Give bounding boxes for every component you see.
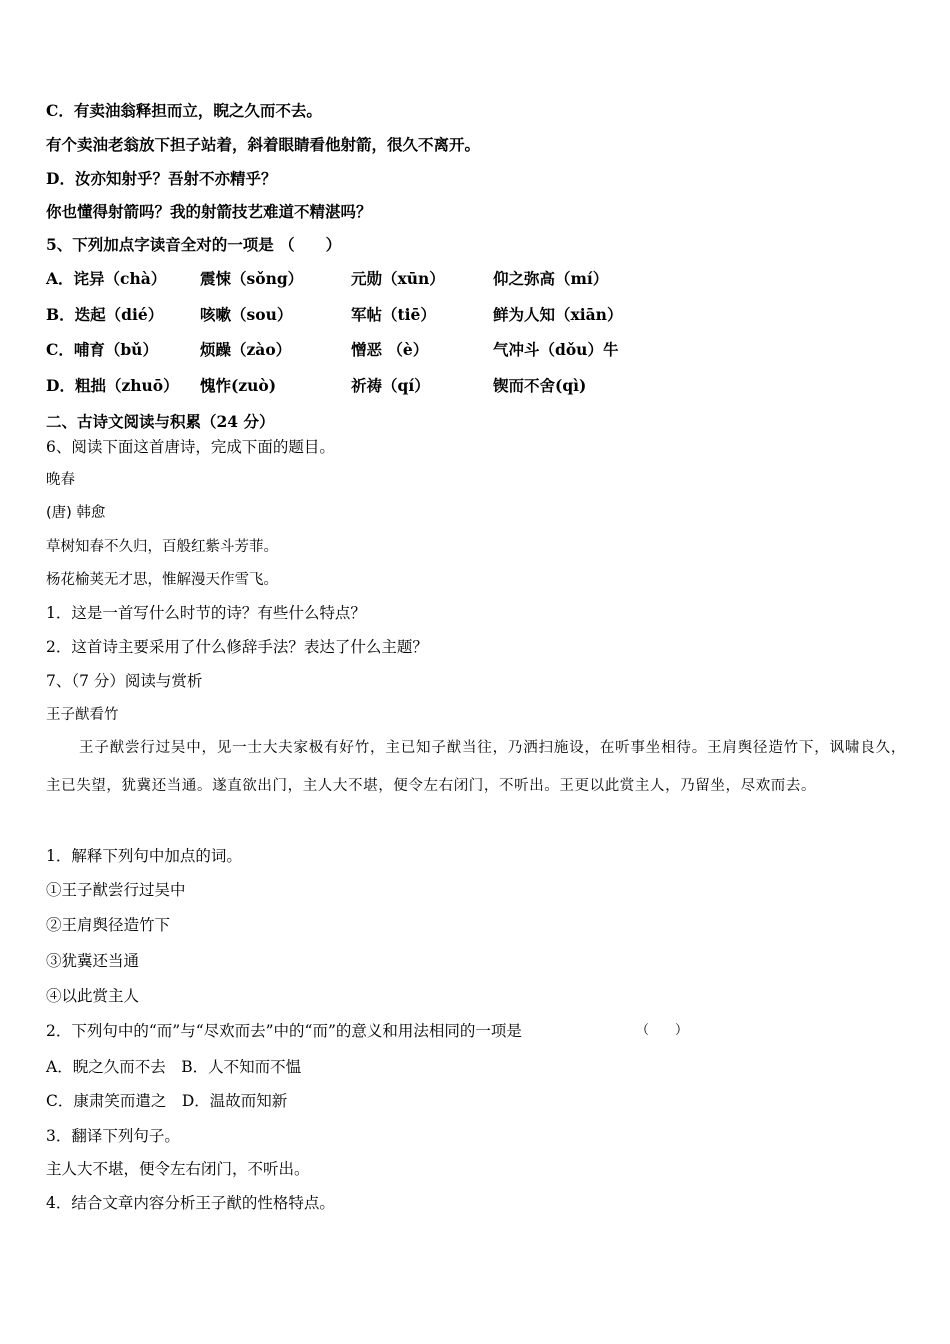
q6-sub-question-1: 1．这是一首写什么时节的诗？有些什么特点？ (46, 604, 366, 622)
q5-c-item-1: C．哺育（bǔ） (46, 340, 158, 359)
q4-option-d-original: D．汝亦知射乎？吾射不亦精乎？ (46, 169, 277, 188)
q7-stem: 7、（7 分）阅读与赏析 (46, 672, 203, 690)
passage-body: 王子猷尝行过吴中，见一士大夫家极有好竹，主已知子猷当往，乃洒扫施设，在听事坐相待。王肩舆径造竹下，讽啸良久，主已失望，犹冀还当通。遂直欲出门，主人大不堪，便令左右闭门，不听出。王更以此赏主人，乃留坐，尽欢而去。 (46, 740, 906, 794)
q7-options-c-d: C．康肃笑而遣之 D．温故而知新 (46, 1092, 288, 1110)
q5-d-item-2: 愧怍(zuò) (200, 376, 277, 395)
q5-d-item-3: 祈祷（qí） (351, 376, 430, 395)
q5-c-item-4: 气冲斗（dǒu）牛 (493, 340, 619, 359)
section-heading: 二、古诗文阅读与积累（24 分） (46, 412, 275, 431)
q7-sub-question-1: 1．解释下列句中加点的词。 (46, 847, 242, 865)
q5-a-item-1: A．诧异（chà） (46, 269, 167, 288)
q7-item-4: ④以此赏主人 (46, 987, 140, 1005)
q5-c-item-3: 憎恶 （è） (351, 340, 429, 359)
q5-c-item-2: 烦躁（zào） (200, 340, 292, 359)
q7-sub-question-3: 3．翻译下列句子。 (46, 1127, 180, 1145)
q7-options-a-b: A．睨之久而不去 B．人不知而不愠 (46, 1058, 302, 1076)
q7-translate-sentence: 主人大不堪，便令左右闭门，不听出。 (46, 1160, 310, 1178)
q5-d-item-1: D．粗拙（zhuō） (46, 376, 179, 395)
poem-line-1: 草树知春不久归，百般红紫斗芳菲。 (46, 539, 278, 555)
q5-b-item-3: 军帖（tiē） (351, 305, 436, 324)
q6-sub-question-2: 2．这首诗主要采用了什么修辞手法？表达了什么主题？ (46, 638, 428, 656)
q4-option-d-translation: 你也懂得射箭吗？我的射箭技艺难道不精湛吗？ (46, 202, 372, 221)
q7-sub-question-4: 4．结合文章内容分析王子猷的性格特点。 (46, 1194, 335, 1212)
passage-title: 王子猷看竹 (46, 707, 119, 723)
q4-option-c-translation: 有个卖油老翁放下担子站着，斜着眼睛看他射箭，很久不离开。 (46, 135, 481, 154)
q5-a-item-2: 震悚（sǒng） (200, 269, 304, 288)
q6-stem: 6、阅读下面这首唐诗，完成下面的题目。 (46, 438, 335, 456)
q5-stem: 5、下列加点字读音全对的一项是 （ ） (46, 235, 342, 254)
q5-d-item-4: 锲而不舍(qì) (493, 376, 587, 395)
q4-option-c-original: C．有卖油翁释担而立，睨之久而不去。 (46, 101, 322, 120)
q5-a-item-3: 元勋（xūn） (351, 269, 445, 288)
q7-item-2: ②王肩舆径造竹下 (46, 916, 171, 934)
q5-b-item-4: 鲜为人知（xiān） (493, 305, 623, 324)
q7-item-3: ③犹冀还当通 (46, 952, 140, 970)
q5-b-item-2: 咳嗽（sou） (200, 305, 293, 324)
poem-title: 晚春 (46, 472, 75, 488)
answer-blank: （ ） (636, 1023, 689, 1038)
q5-b-item-1: B．迭起（dié） (46, 305, 164, 324)
poem-author: (唐) 韩愈 (46, 505, 106, 521)
poem-line-2: 杨花榆荚无才思，惟解漫天作雪飞。 (46, 572, 278, 588)
q5-a-item-4: 仰之弥高（mí） (493, 269, 609, 288)
q7-sub-question-2: 2．下列句中的“而”与“尽欢而去”中的“而”的意义和用法相同的一项是 (46, 1022, 522, 1040)
q7-item-1: ①王子猷尝行过吴中 (46, 881, 186, 899)
